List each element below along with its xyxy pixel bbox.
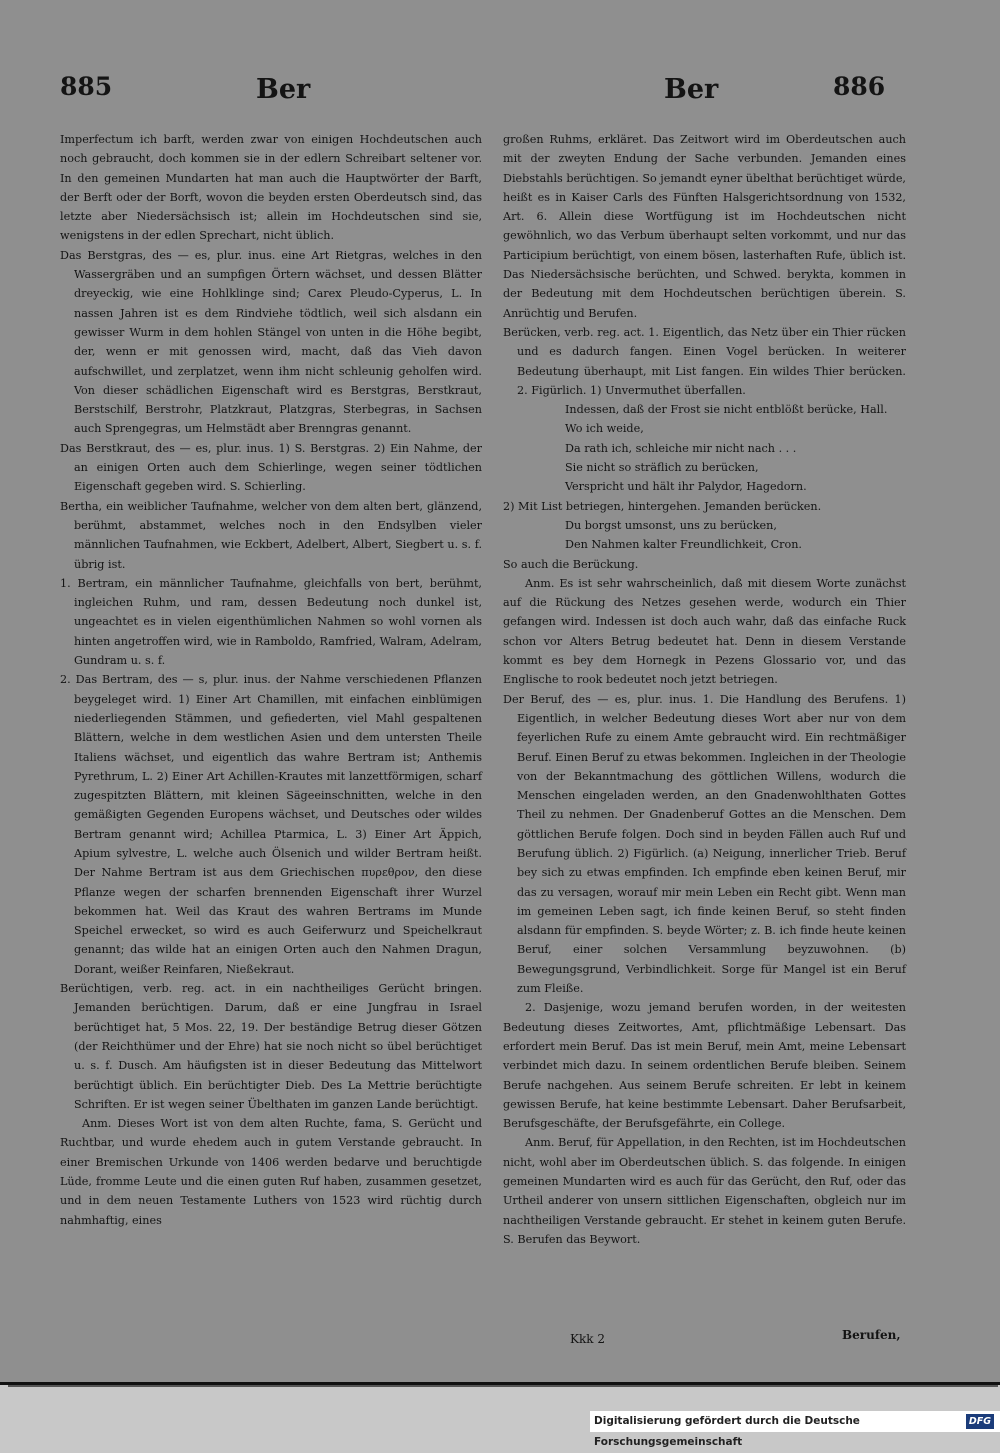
entry-beruecken: Berücken, verb. reg. act. 1. Eigentlich, das Netz über ein Thier rücken und es dadurch fangen. Einen Vogel berücken. In weiterer Bedeutung überhaupt, mit List fangen. Ein wildes Thier berücken. 2. Figürlich. 1) Unvermuthet überfallen. (503, 325, 906, 397)
footer-text: Digitalisierung gefördert durch die Deutsche Forschungsgemeinschaft (594, 1415, 860, 1448)
entry-bertram-1: 1. Bertram, ein männlicher Taufnahme, gleichfalls von bert, berühmt, ingleichen Ruhm, und ram, dessen Bedeutung noch dunkel ist, ungeachtet es in vielen eigenthümlichen Nahmen so wohl vornen als hinten angetroffen wird, wie in Ramboldo, Ramfried, Walram, Adelram, Gundram u. s. f. (60, 576, 482, 668)
left-column (60, 130, 482, 1230)
quote-line: Indessen, daß der Frost sie nicht entblößt berücke, Hall. (565, 403, 888, 417)
right-column (503, 130, 906, 1249)
page-edge-line (8, 1385, 998, 1387)
left-page-number: 885 (60, 72, 113, 101)
quote-line: Sie nicht so sträflich zu berücken, (565, 461, 759, 475)
entry-continuation: Imperfectum ich barft, werden zwar von einigen Hochdeutschen auch noch gebraucht, doch kommen sie in der edlern Schreibart seltener vor. In den gemeinen Mundarten hat man auch die Hauptwörter der Barft, der Berft oder der Borft, wovon die beyden ersten Oberdeutsch sind, das letzte aber Niedersächsisch ist; allein im Hochdeutschen sind sie, wenigstens in der edlen Sprechart, nicht üblich. (60, 133, 482, 243)
entry-bertha: Bertha, ein weiblicher Taufnahme, welcher von dem alten bert, glänzend, berühmt, abstammet, welches noch in den Endsylben vieler männlichen Taufnahmen, wie Eckbert, Adelbert, Albert, Siegbert u. s. f. übrig ist. (60, 499, 482, 571)
right-page-number: 886 (833, 72, 886, 101)
entry-bertram-2: 2. Das Bertram, des — s, plur. inus. der Nahme verschiedenen Pflanzen beygeleget wird. 1) Einer Art Chamillen, mit einfachen einblümigen niederliegenden Stämmen, und gefiederten, viel Mahl gespaltenen Blättern, welche in dem westlichen Asien und dem untersten Theile Italiens wächset, und eigentlich das wahre Bertram ist; Anthemis Pyrethrum, L. 2) Einer Art Achillen-Krautes mit lanzettförmigen, scharf zugespitzten Blättern, mit kleinen Sägeeinschnitten, welche in den gemäßigten Gegenden Europens wächset, und Deutsches oder wildes Bertram genannt wird; Achillea Ptarmica, L. 3) Einer Art Äppich, Apium sylvestre, L. welche auch Ölsenich und wilder Bertram heißt. Der Nahme Bertram ist aus dem Griechischen πυρεθρον, den diese Pflanze wegen der scharfen brennenden Eigenschaft ihrer Wurzel bekommen hat. Weil das Kraut des wahren Bertrams im Munde Speichel erwecket, so wird es auch Geiferwurz und Speichelkraut genannt; das wilde hat an einigen Orten auch den Nahmen Dragun, Dorant, weißer Reinfaren, Nießekraut. (60, 673, 482, 976)
entry-berstkraut: Das Berstkraut, des — es, plur. inus. 1) S. Berstgras. 2) Ein Nahme, der an einigen Orten auch dem Schierlinge, wegen seiner tödtlichen Eigenschaft gegeben wird. S. Schierling. (60, 441, 482, 494)
sense-line: 2) Mit List betriegen, hintergehen. Jemanden berücken. (503, 499, 822, 513)
derived-line: So auch die Berückung. (503, 557, 639, 571)
entry-beruf-sense-2: 2. Dasjenige, wozu jemand berufen worden, in der weitesten Bedeutung dieses Zeitwortes, Amt, pflichtmäßige Lebensart. Das erfordert mein Beruf. Das ist mein Beruf, mein Amt, meine Lebensart verbindet mich dazu. In seinem ordentlichen Berufe bleiben. Seinem Berufe nachgehen. Aus seinem Berufe schreiten. Er lebt in keinem gewissen Berufe, hat keine bestimmte Lebensart. Daher Berufsarbeit, Berufsgeschäfte, der Berufsgefährte, ein College. (503, 1001, 906, 1131)
note-beruf: Anm. Beruf, für Appellation, in den Rechten, ist im Hochdeutschen nicht, wohl aber im Oberdeutschen üblich. S. das folgende. In einigen gemeinen Mundarten wird es auch für das Gerücht, den Ruf, oder das Urtheil anderer von unsern sittlichen Eigenschaften, obgleich nur im nachtheiligen Verstande gebraucht. Er stehet in keinem guten Berufe. S. Berufen das Beywort. (503, 1136, 906, 1246)
quote-line: Du borgst umsonst, uns zu berücken, (565, 518, 777, 532)
signature-mark: Kkk 2 (570, 1332, 605, 1346)
catchword: Berufen, (842, 1328, 901, 1342)
right-running-head: Ber (664, 74, 719, 105)
quote-line: Den Nahmen kalter Freundlichkeit, Cron. (565, 538, 802, 552)
note-beruechtigen: Anm. Dieses Wort ist von dem alten Ruchte, fama, S. Gerücht und Ruchtbar, und wurde ehedem auch in gutem Verstande gebraucht. In einer Bremischen Urkunde von 1406 werden bedarve und beruchtigde Lüde, fromme Leute und die einen guten Ruf haben, zusammen gesetzet, und in dem neuen Testamente Luthers von 1523 wird rüchtig durch nahmhaftig, eines (60, 1117, 482, 1227)
funding-footer (590, 1411, 1000, 1448)
quote-line: Da rath ich, schleiche mir nicht nach . . . (565, 441, 797, 455)
entry-beruf: Der Beruf, des — es, plur. inus. 1. Die Handlung des Berufens. 1) Eigentlich, in welcher Bedeutung dieses Wort aber nur von dem feyerlichen Rufe zu einem Amte gebraucht wird. Ein rechtmäßiger Beruf. Einen Beruf zu etwas bekommen. Ingleichen in der Theologie von der Bekanntmachung des göttlichen Willens, wodurch die Menschen eingeladen werden, an den Gnadenwohlthaten Gottes Theil zu nehmen. Der Gnadenberuf Gottes an die Menschen. Dem göttlichen Berufe folgen. Doch sind in beyden Fällen auch Ruf und Berufung üblich. 2) Figürlich. (a) Neigung, innerlicher Trieb. Beruf bey sich zu etwas empfinden. Ich empfinde eben keinen Beruf, mir das zu versagen, worauf mir mein Leben ein Recht gibt. Wenn man im gemeinen Leben sagt, ich finde keinen Beruf, so steht finden alsdann für empfinden. S. beyde Wörter; z. B. ich finde heute keinen Beruf, einer solchen Versammlung beyzuwohnen. (b) Bewegungsgrund, Verbindlichkeit. Sorge für Mangel ist ein Beruf zum Fleiße. (503, 692, 906, 996)
note-beruecken: Anm. Es ist sehr wahrscheinlich, daß mit diesem Worte zunächst auf die Rückung des Netzes gesehen werde, wodurch ein Thier gefangen wird. Indessen ist doch auch wahr, daß das einfache Ruck schon vor Alters Betrug bedeutet hat. Denn in diesem Verstande kommt es bey dem Hornegk in Pezens Glossario vor, und das Englische to rook bedeutet noch jetzt betriegen. (503, 576, 906, 687)
entry-beruechtigen: Berüchtigen, verb. reg. act. in ein nachtheiliges Gerücht bringen. Jemanden berüchtigen. Darum, daß er eine Jungfrau in Israel berüchtiget hat, 5 Mos. 22, 19. Der beständige Betrug dieser Götzen (der Reichthümer und der Ehre) hat sie noch nicht so übel berüchtiget u. s. f. Dusch. Am häufigsten ist in dieser Bedeutung das Mittelwort berüchtigt üblich. Ein berüchtigter Dieb. Des La Mettrie berüchtigte Schriften. Er ist wegen seiner Übelthaten im ganzen Lande berüchtigt. (60, 982, 482, 1111)
quote-line: Wo ich weide, (565, 422, 644, 436)
left-running-head: Ber (256, 74, 311, 105)
entry-berstgras: Das Berstgras, des — es, plur. inus. eine Art Rietgras, welches in den Wassergräben und an sumpfigen Örtern wächset, und dessen Blätter dreyeckig, wie eine Hohlklinge sind; Carex Pleudo-Cyperus, L. In nassen Jahren ist es dem Rindviehe tödtlich, weil sich alsdann ein gewisser Wurm in dem hohlen Stängel von unten in die Höhe begibt, der, wenn er mit genossen wird, macht, daß das Vieh davon aufschwillet, und zerplatzet, wenn ihm nicht schleunig geholfen wird. Von dieser schädlichen Eigenschaft wird es Berstgras, Berstkraut, Berstschilf, Berstrohr, Platzkraut, Platzgras, Sterbegras, in Sachsen auch Sprengegras, um Helmstädt aber Brenngras genannt. (60, 248, 482, 436)
entry-continuation: großen Ruhms, erkläret. Das Zeitwort wird im Oberdeutschen auch mit der zweyten Endung der Sache verbunden. Jemanden eines Diebstahls berüchtigen. So jemandt eyner übelthat berüchtiget würde, heißt es in Kaiser Carls des Fünften Halsgerichtsordnung von 1532, Art. 6. Allein diese Wortfügung ist im Hochdeutschen nicht gewöhnlich, wo das Verbum überhaupt selten vorkommt, und nur das Participium berüchtigt, von einem bösen, lasterhaften Rufe, üblich ist. Das Niedersächsische berüchten, und Schwed. berykta, kommen in der Bedeutung mit dem Hochdeutschen berüchtigen überein. S. Anrüchtig und Berufen. (503, 133, 906, 320)
dfg-logo: DFG (966, 1414, 994, 1429)
quote-line: Verspricht und hält ihr Palydor, Hagedorn. (565, 480, 807, 494)
